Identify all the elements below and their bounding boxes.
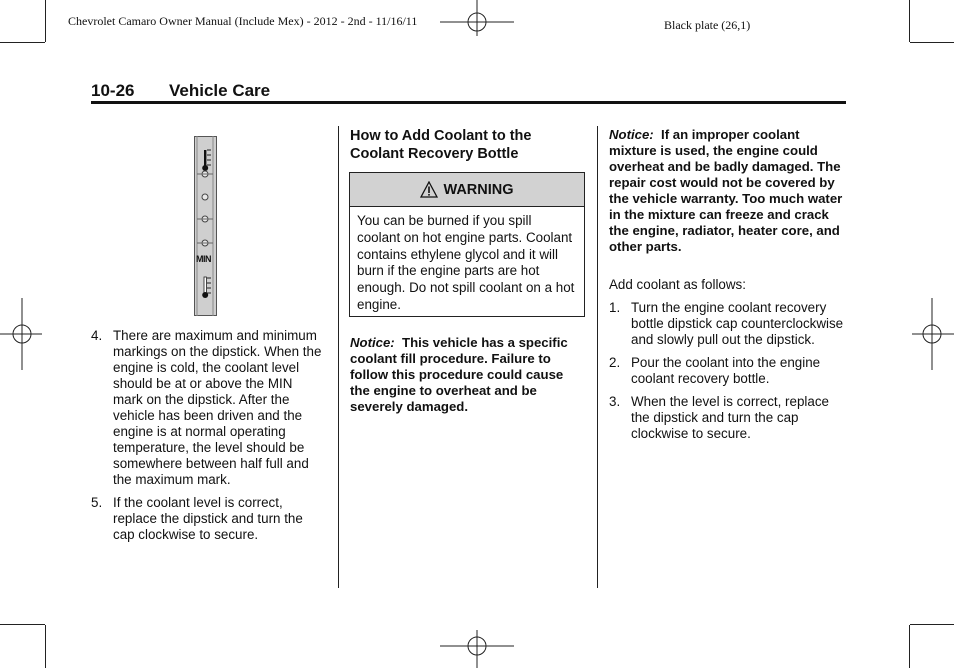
notice-text: If an improper coolant mixture is used, the engine could overheat and be badly damaged. The repair cost would not be covered by the vehicle warranty. Too much water in the mixture can freeze and crack the engine, radiator, heater core, and other parts. xyxy=(609,127,843,254)
warning-title: WARNING xyxy=(443,181,514,198)
column-3 xyxy=(609,300,845,449)
warning-text: You can be burned if you spill coolant on hot engine parts. Coolant contains ethylene glycol and it will burn if the engine parts are hot enough. Do not spill coolant on a hot engine. xyxy=(357,213,575,312)
notice-block xyxy=(609,127,845,255)
list-number: 4. xyxy=(91,328,103,343)
steps-list xyxy=(609,300,845,442)
list-item xyxy=(609,300,845,348)
heading-rule xyxy=(91,101,846,104)
notice-text: This vehicle has a specific coolant fill procedure. Failure to follow this procedure could cause the engine to overheat and be severely damaged. xyxy=(350,335,568,414)
min-mark-label: MIN xyxy=(196,254,211,264)
list-item xyxy=(609,394,845,442)
print-header-left: Chevrolet Camaro Owner Manual (Include Mex) - 2012 - 2nd - 11/16/11 xyxy=(68,14,418,28)
print-header-right: Black plate (26,1) xyxy=(664,18,751,32)
column-divider xyxy=(597,126,598,588)
column-1 xyxy=(91,328,325,550)
dipstick-illustration xyxy=(194,136,218,317)
list-item xyxy=(91,328,325,488)
notice-label: Notice: xyxy=(350,335,395,350)
list-number: 2. xyxy=(609,355,621,370)
list-item xyxy=(91,495,325,543)
notice-block xyxy=(350,335,582,415)
list-number: 1. xyxy=(609,300,621,315)
warning-triangle-icon xyxy=(420,181,438,198)
list-text: There are maximum and minimum markings on the dipstick. When the engine is cold, the coolant level should be at or above the MIN mark on the dipstick. After the vehicle has been driven and the engine is at normal operating temperature, the level should be somewhere between half full and the maximum mark. xyxy=(113,328,322,487)
column-divider xyxy=(338,126,339,588)
list-text: If the coolant level is correct, replace the dipstick and turn the cap clockwise to secure. xyxy=(113,495,303,542)
list-number: 5. xyxy=(91,495,103,510)
list-text: When the level is correct, replace the dipstick and turn the cap clockwise to secure. xyxy=(631,394,829,441)
notice-label: Notice: xyxy=(609,127,654,142)
warning-box xyxy=(349,172,585,317)
instructions-intro: Add coolant as follows: xyxy=(609,277,746,292)
section-title: Vehicle Care xyxy=(169,81,271,100)
warning-header xyxy=(350,173,584,207)
list-text: Pour the coolant into the engine coolant recovery bottle. xyxy=(631,355,821,386)
list-text: Turn the engine coolant recovery bottle dipstick cap counterclockwise and slowly pull out the dipstick. xyxy=(631,300,844,347)
subsection-heading: How to Add Coolant to the Coolant Recovery Bottle xyxy=(350,128,532,162)
page-number: 10-26 xyxy=(91,81,135,100)
list-item xyxy=(609,355,845,387)
section-heading xyxy=(91,81,270,101)
steps-list xyxy=(91,328,325,543)
list-number: 3. xyxy=(609,394,621,409)
